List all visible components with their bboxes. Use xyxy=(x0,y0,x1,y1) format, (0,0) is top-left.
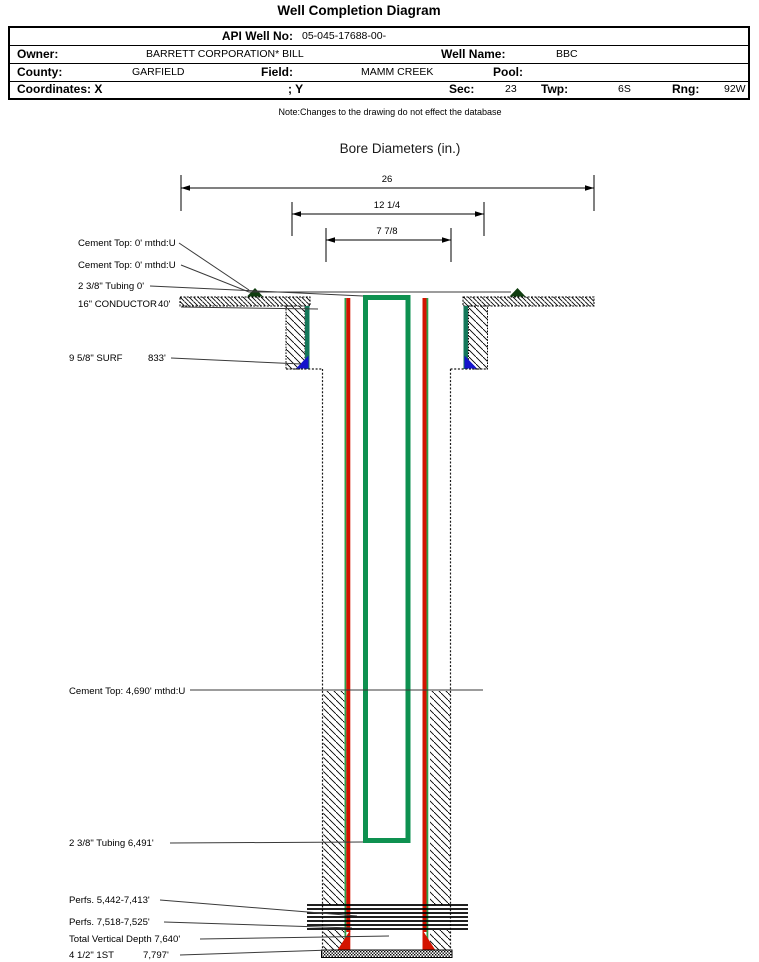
depth-annotations xyxy=(69,238,185,961)
annotation-liner-depth: 7,797' xyxy=(143,950,169,961)
lower-cement-right-upper xyxy=(430,691,450,905)
tubing-string xyxy=(366,298,409,841)
field-label: Field: xyxy=(261,65,293,79)
annotation-cement-top-b: Cement Top: 0' mthd:U xyxy=(78,260,176,271)
api-well-no-value: 05-045-17688-00- xyxy=(302,30,387,42)
bore-diameters-block xyxy=(181,141,594,262)
dim-78-arrow-right xyxy=(442,237,451,243)
note-text: Note:Changes to the drawing do not effect the database xyxy=(278,107,502,117)
owner-label: Owner: xyxy=(17,47,59,61)
twp-value: 6S xyxy=(618,83,631,95)
dim-78-label: 7 7/8 xyxy=(376,226,398,237)
leader-surf xyxy=(171,358,301,364)
surface-bar-right xyxy=(463,297,594,306)
dim-26-label: 26 xyxy=(381,174,393,185)
surface-cement-left xyxy=(286,306,305,369)
surface-bar-left xyxy=(180,297,310,306)
annotation-liner-name: 4 1/2" 1ST xyxy=(69,950,115,961)
casing-green-edge-right xyxy=(427,298,429,950)
well-structure xyxy=(180,288,594,958)
coordinates-label: Coordinates: X xyxy=(17,82,103,96)
sec-label: Sec: xyxy=(449,82,475,96)
api-well-no-label: API Well No: xyxy=(221,29,293,43)
dim-78-arrow-left xyxy=(326,237,335,243)
dim-26-arrow-left xyxy=(181,185,190,191)
owner-value: BARRETT CORPORATION* BILL xyxy=(146,48,304,60)
annotation-cement-top-a: Cement Top: 0' mthd:U xyxy=(78,238,176,249)
dim-12-arrow-left xyxy=(292,211,301,217)
annotation-perfs-upper: Perfs. 5,442-7,413' xyxy=(69,895,150,906)
well-bottom-plug xyxy=(322,950,453,958)
annotation-surf-name: 9 5/8" SURF xyxy=(69,353,123,364)
production-casing-left xyxy=(346,298,350,932)
production-casing-right xyxy=(423,298,427,932)
county-value: GARFIELD xyxy=(132,66,185,78)
rng-label: Rng: xyxy=(672,82,700,96)
leader-tvd xyxy=(200,936,389,939)
hanger-marker-right xyxy=(510,288,526,297)
page-title: Well Completion Diagram xyxy=(277,3,441,18)
rng-value: 92W xyxy=(724,83,746,95)
lower-cement-left-upper xyxy=(323,691,344,905)
annotation-conductor-name: 16" CONDUCTOR xyxy=(78,299,157,310)
annotation-conductor-depth: 40' xyxy=(158,299,171,310)
leader-cement-top-a xyxy=(179,243,249,290)
coordinates-y-label: ; Y xyxy=(288,82,304,96)
surface-cement-right xyxy=(469,306,488,369)
perforation-bands xyxy=(307,905,468,929)
annotation-perfs-lower: Perfs. 7,518-7,525' xyxy=(69,917,150,928)
dim-12-label: 12 1/4 xyxy=(373,200,401,211)
annotation-tubing-top: 2 3/8" Tubing 0' xyxy=(78,281,145,292)
annotation-tubing-bottom: 2 3/8" Tubing 6,491' xyxy=(69,838,154,849)
dim-7-7-8 xyxy=(326,226,451,262)
leader-liner xyxy=(180,950,331,955)
annotation-surf-depth: 833' xyxy=(148,353,166,364)
twp-label: Twp: xyxy=(541,82,569,96)
field-value: MAMM CREEK xyxy=(361,66,434,78)
well-name-label: Well Name: xyxy=(441,47,506,61)
pool-label: Pool: xyxy=(493,65,523,79)
annotation-tvd: Total Vertical Depth 7,640' xyxy=(69,934,181,945)
casing-green-edge-left xyxy=(345,298,347,950)
dim-26-arrow-right xyxy=(585,185,594,191)
sec-value: 23 xyxy=(505,83,517,95)
county-label: County: xyxy=(17,65,63,79)
annotation-cement-top-mid: Cement Top: 4,690' mthd:U xyxy=(69,686,186,697)
well-name-value: BBC xyxy=(556,48,578,60)
leader-cement-top-b xyxy=(181,265,511,292)
bore-diameters-title: Bore Diameters (in.) xyxy=(339,141,461,156)
dim-12-arrow-right xyxy=(475,211,484,217)
